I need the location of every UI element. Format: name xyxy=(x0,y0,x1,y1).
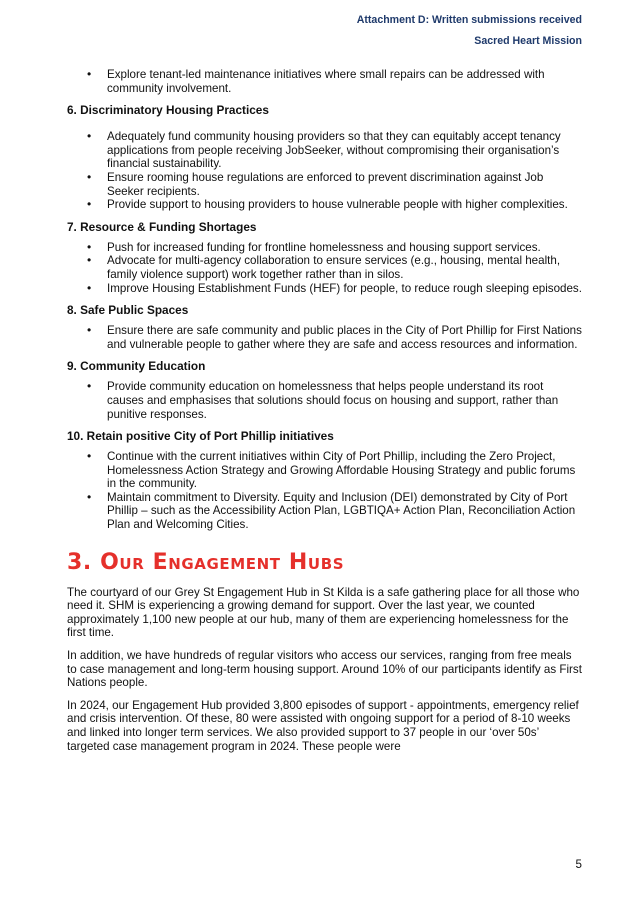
section-discriminatory-housing xyxy=(67,103,582,212)
section-community-education xyxy=(67,359,582,421)
section-heading: 6. Discriminatory Housing Practices xyxy=(67,103,269,118)
section-heading: 7. Resource & Funding Shortages xyxy=(67,219,257,234)
list-item: • Adequately fund community housing providers so that they can equitably accept tenancy applications from people receiving JobSeeker, without compromising their organisation’s financial sustainability. xyxy=(67,130,582,171)
section-retain-initiatives xyxy=(67,429,582,532)
list-item: • Push for increased funding for frontline homelessness and housing support services. xyxy=(67,241,582,255)
list-item: • Provide support to housing providers to house vulnerable people with higher complexities. xyxy=(67,198,582,212)
bullet-list xyxy=(67,130,582,212)
paragraph: In addition, we have hundreds of regular visitors who access our services, ranging from free meals to case management and long-term housing support. Around 10% of our participants identify as First Nations people. xyxy=(67,649,582,690)
list-item: • Continue with the current initiatives within City of Port Phillip, including the Zero Project, Homelessness Action Strategy and Growing Affordable Housing Strategy and public forums in the community. xyxy=(67,450,582,491)
paragraph: In 2024, our Engagement Hub provided 3,800 episodes of support - appointments, emergency relief and crisis intervention. Of these, 80 were assisted with ongoing support for a period of 8-10 weeks and linked into longer term services. We also provided support to 37 people in our ‘over 50s’ targeted case management program in 2024. These people were xyxy=(67,698,579,753)
section-resource-funding xyxy=(67,220,582,295)
paragraph: The courtyard of our Grey St Engagement Hub in St Kilda is a safe gathering place for all those who need it. SHM is experiencing a growing demand for support. Over the last year, we counted approximately 1,100 new people at our hub, many of them are experiencing homelessness for the first time. xyxy=(67,585,580,640)
list-item: • Advocate for multi-agency collaboration to ensure services (e.g., housing, mental health, family violence support) work together rather than in silos. xyxy=(67,254,582,281)
intro-bullet-list xyxy=(67,68,582,95)
bullet-list xyxy=(67,324,582,351)
section-heading: 9. Community Education xyxy=(67,359,206,374)
page-number: 5 xyxy=(575,858,582,871)
engagement-hubs-heading: 3. Our Engagement Hubs xyxy=(67,549,345,575)
section-safe-public-spaces xyxy=(67,303,582,351)
document-body xyxy=(67,68,582,762)
section-heading: 10. Retain positive City of Port Phillip initiatives xyxy=(67,429,334,444)
list-item: • Improve Housing Establishment Funds (HEF) for people, to reduce rough sleeping episodes. xyxy=(67,282,582,296)
page-header xyxy=(357,10,582,52)
bullet-list xyxy=(67,380,582,421)
bullet-list xyxy=(67,241,582,295)
bullet-list xyxy=(67,450,582,532)
header-organisation: Sacred Heart Mission xyxy=(474,35,582,47)
list-item: • Explore tenant-led maintenance initiatives where small repairs can be addressed with community involvement. xyxy=(67,68,582,95)
list-item: • Maintain commitment to Diversity. Equity and Inclusion (DEI) demonstrated by City of Port Phillip – such as the Accessibility Action Plan, LGBTIQA+ Action Plan, Reconciliation Action Plan and Welcoming Cities. xyxy=(67,491,582,532)
header-attachment-title: Attachment D: Written submissions received xyxy=(356,14,582,26)
section-heading: 8. Safe Public Spaces xyxy=(67,303,189,318)
list-item: • Provide community education on homelessness that helps people understand its root causes and emphasises that solutions should focus on housing and support, rather than punitive responses. xyxy=(67,380,582,421)
list-item: • Ensure there are safe community and public places in the City of Port Phillip for First Nations and vulnerable people to gather where they are safe and access resources and information. xyxy=(67,324,582,351)
list-item: • Ensure rooming house regulations are enforced to prevent discrimination against Job Seeker recipients. xyxy=(67,171,582,198)
